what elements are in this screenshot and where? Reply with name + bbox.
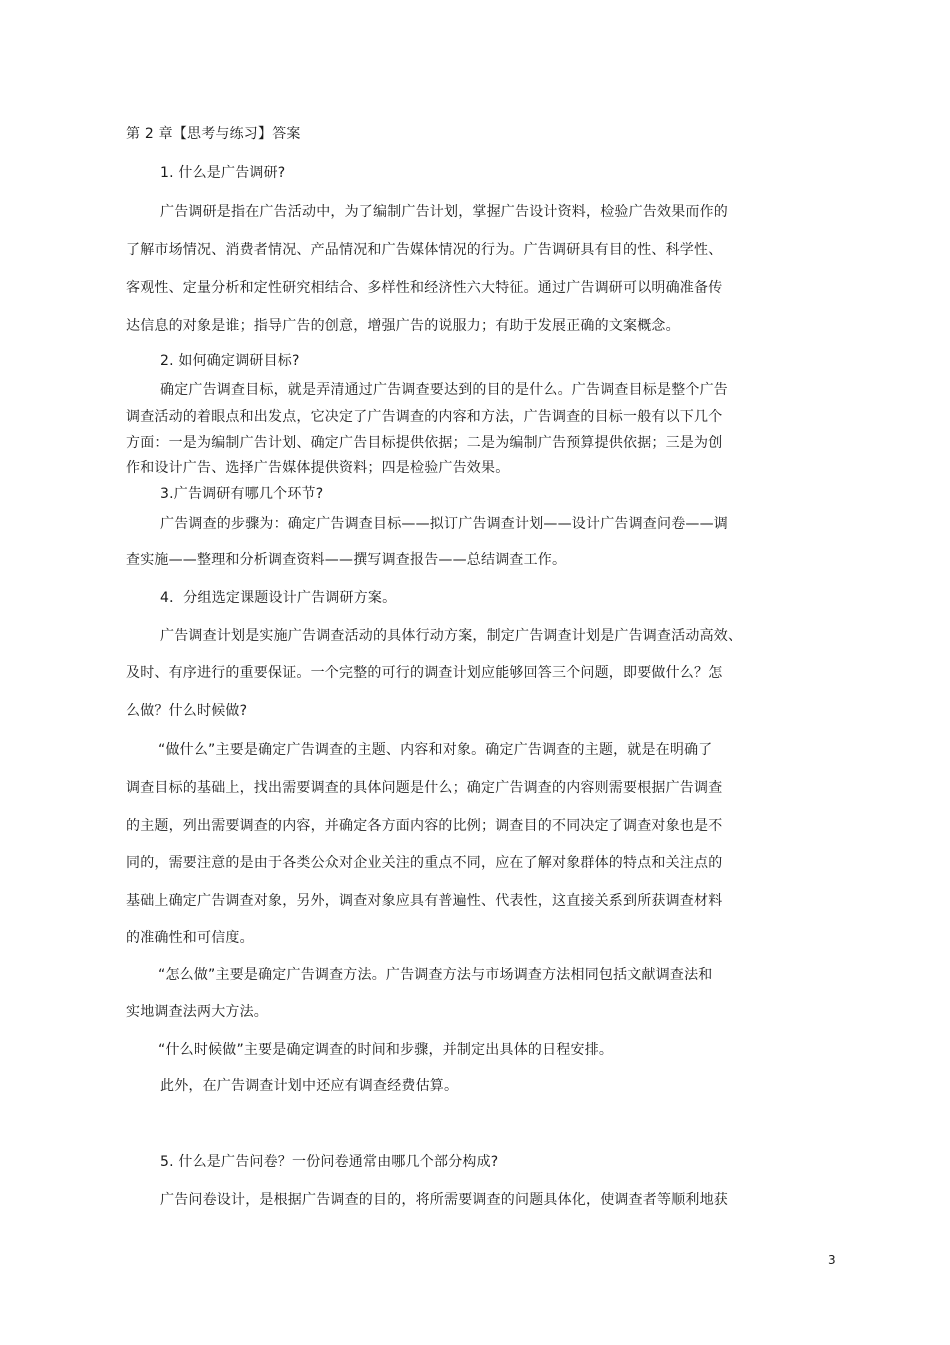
paragraph-line: 么做？什么时候做? (126, 703, 248, 719)
paragraph-line: 达信息的对象是谁；指导广告的创意，增强广告的说服力；有助于发展正确的文案概念。 (126, 318, 680, 334)
paragraph-line: “什么时候做”主要是确定调查的时间和步骤，并制定出具体的日程安排。 (158, 1042, 614, 1058)
paragraph-line: 广告调查计划是实施广告调查活动的具体行动方案，制定广告调查计划是广告调查活动高效、 (160, 628, 743, 644)
paragraph-line: 的主题，列出需要调查的内容，并确定各方面内容的比例；调查目的不同决定了调查对象也是不 (126, 818, 723, 834)
paragraph-line: “怎么做”主要是确定广告调查方法。广告调查方法与市场调查方法相同包括文献调查法和 (158, 967, 713, 983)
paragraph-line: 及时、有序进行的重要保证。一个完整的可行的调查计划应能够回答三个问题，即要做什么？怎 (126, 665, 723, 681)
paragraph-line: 广告调研是指在广告活动中，为了编制广告计划，掌握广告设计资料，检验广告效果而作的 (160, 204, 728, 220)
question-heading: 2. 如何确定调研目标? (160, 353, 300, 369)
paragraph-line: 调查目标的基础上，找出需要调查的具体问题是什么；确定广告调查的内容则需要根据广告调查 (126, 780, 723, 796)
paragraph-line: 客观性、定量分析和定性研究相结合、多样性和经济性六大特征。通过广告调研可以明确准备传 (126, 280, 723, 296)
paragraph-line: 同的，需要注意的是由于各类公众对企业关注的重点不同，应在了解对象群体的特点和关注点的 (126, 855, 723, 871)
paragraph-line: 方面：一是为编制广告计划、确定广告目标提供依据；二是为编制广告预算提供依据；三是为创 (126, 435, 723, 451)
paragraph-line: 广告调查的步骤为：确定广告调查目标——拟订广告调查计划——设计广告调查问卷——调 (160, 516, 728, 532)
paragraph-line: “做什么”主要是确定广告调查的主题、内容和对象。确定广告调查的主题，就是在明确了 (158, 742, 713, 758)
chapter-title: 第 2 章【思考与练习】答案 (126, 126, 301, 142)
paragraph-line: 此外，在广告调查计划中还应有调查经费估算。 (160, 1078, 459, 1094)
paragraph-line: 查实施——整理和分析调查资料——撰写调查报告——总结调查工作。 (126, 552, 567, 568)
question-heading: 1. 什么是广告调研? (160, 165, 286, 181)
paragraph-line: 调查活动的着眼点和出发点，它决定了广告调查的内容和方法，广告调查的目标一般有以下几个 (126, 409, 723, 425)
paragraph-line: 确定广告调查目标，就是弄清通过广告调查要达到的目的是什么。广告调查目标是整个广告 (160, 382, 728, 398)
paragraph-line: 了解市场情况、消费者情况、产品情况和广告媒体情况的行为。广告调研具有目的性、科学性、 (126, 242, 723, 258)
question-heading: 3.广告调研有哪几个环节? (160, 486, 324, 502)
paragraph-line: 基础上确定广告调查对象，另外，调查对象应具有普遍性、代表性，这直接关系到所获调查材料 (126, 893, 723, 909)
paragraph-line: 广告问卷设计，是根据广告调查的目的，将所需要调查的问题具体化，使调查者等顺利地获 (160, 1192, 728, 1208)
question-heading: 4．分组选定课题设计广告调研方案。 (160, 590, 397, 606)
question-heading: 5. 什么是广告问卷？一份问卷通常由哪几个部分构成? (160, 1154, 499, 1170)
page-number: 3 (828, 1253, 836, 1267)
paragraph-line: 作和设计广告、选择广告媒体提供资料；四是检验广告效果。 (126, 460, 510, 476)
paragraph-line: 的准确性和可信度。 (126, 930, 254, 946)
paragraph-line: 实地调查法两大方法。 (126, 1004, 268, 1020)
